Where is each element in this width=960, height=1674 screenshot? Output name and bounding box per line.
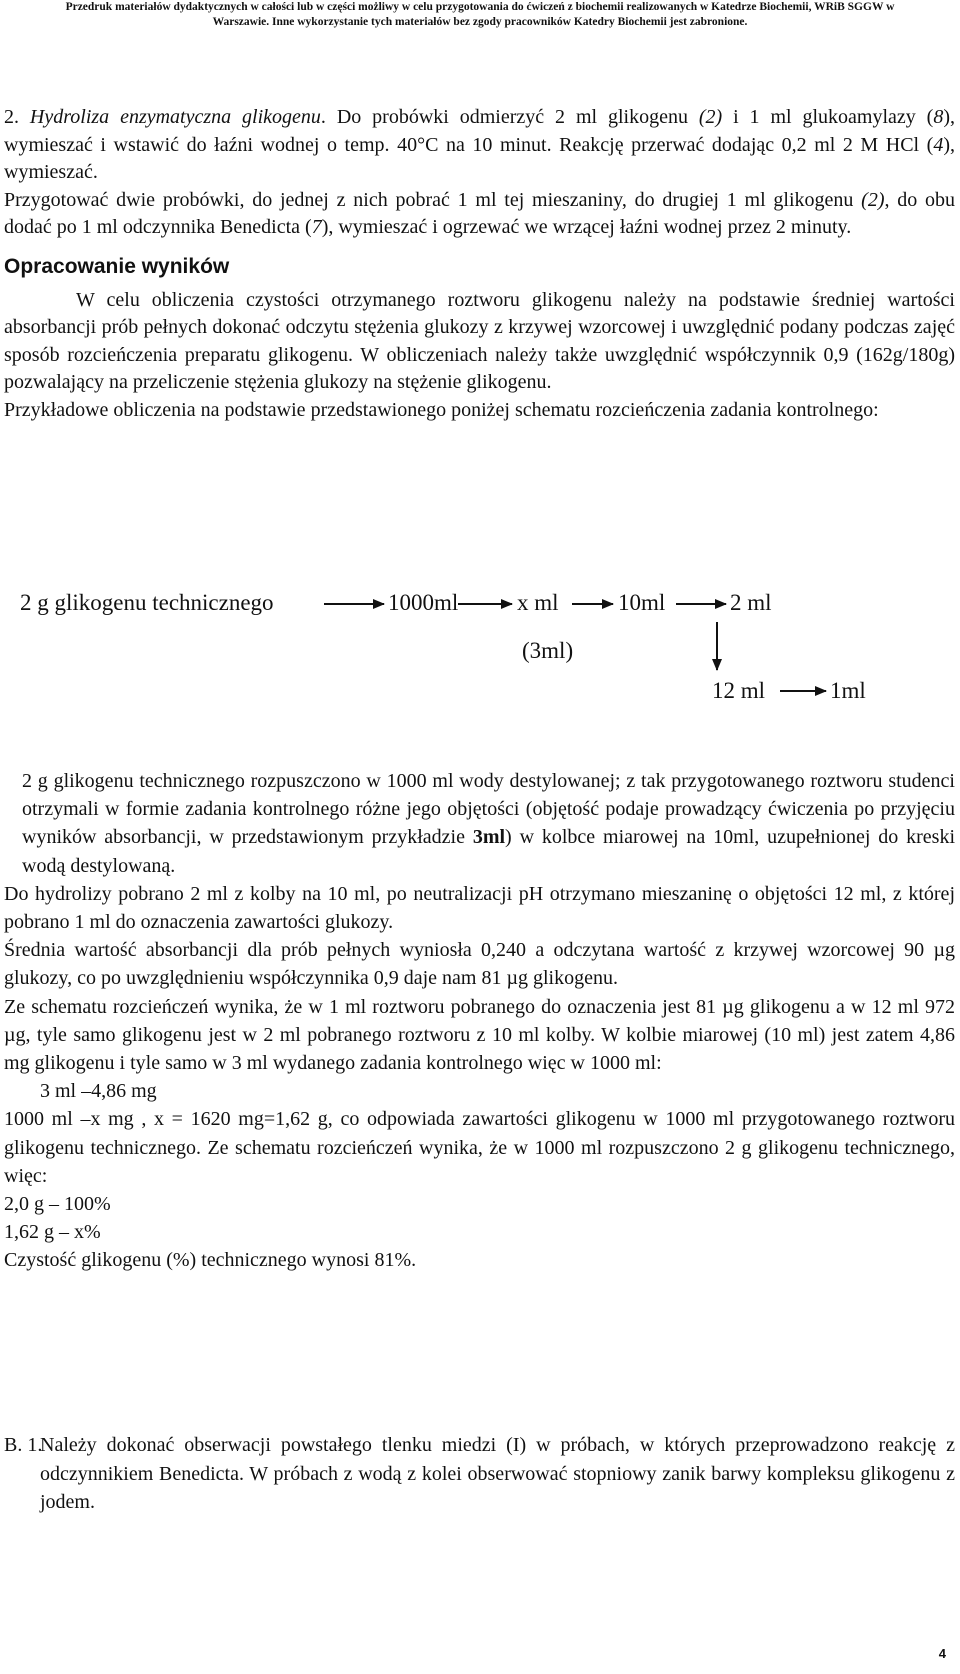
calc-line-proportion-1: 3 ml –4,86 mg [40,1080,157,1103]
section-2-number: 2. [4,106,30,128]
diagram-node-2ml: 2 ml [730,590,772,615]
section-b-text: Należy dokonać obserwacji powstałego tlenku miedzi (I) w próbach, w których przeprowadzono reakcję z odczynnikiem Benedicta. W próbach z wodą z kolei obserwować stopniowy zanik barwy kompleksu glikogenu z jodem. [40,1434,955,1513]
calc-line-proportion-2: 2,0 g – 100% [4,1193,111,1216]
diagram-sub-label-3ml: (3ml) [522,638,574,663]
page-number: 4 [938,1646,946,1661]
diagram-node-1ml: 1ml [830,678,866,703]
section-2-paragraph-2: Przygotować dwie probówki, do jednej z nich pobrać 1 ml tej mieszaniny, do drugiej 1 ml glikogenu (2), do obu dodać po 1 ml odczynnika Benedicta (7), wymieszać i ogrzewać we wrzącej łaźni wodnej przez 2 minuty. [4,188,956,238]
calc-paragraph-5: 1000 ml –x mg , x = 1620 mg=1,62 g, co odpowiada zawartości glikogenu w 1000 ml przygotowanego roztworu glikogenu technicznego. Ze schematu rozcieńczeń wynika, że w 1000 ml rozpuszczono 2 g glikogenu technicznego, więc: [4,1108,955,1187]
section-2-paragraph: 2. Hydroliza enzymatyczna glikogenu. Do probówki odmierzyć 2 ml glikogenu (2) i 1 ml glukoamylazy (8), wymieszać i wstawić do łaźni wodnej o temp. 40°C na 10 minut. Reakcję przerwać dodając 0,2 ml 2 M HCl (4), wymieszać. [4,106,956,183]
calc-paragraph-4: Ze schematu rozcieńczeń wynika, że w 1 ml roztworu pobranego do oznaczenia jest 81 µg glikogenu a w 12 ml 972 µg, tyle samo glikogenu jest w 2 ml pobranego roztworu z 10 ml kolby. W kolbie miarowej (10 ml) jest zatem 4,86 mg glikogenu i tyle samo w 3 ml wydanego zadania kontrolnego więc w 1000 ml: [4,995,955,1075]
header-line-2: Warszawie. Inne wykorzystanie tych materiałów bez zgody pracowników Katedry Biochemii jest zabronione. [212,16,748,28]
page-header [20,0,940,30]
calc-line-proportion-3: 1,62 g – x% [4,1221,101,1244]
diagram-node-12ml: 12 ml [712,678,766,703]
results-heading: Opracowanie wyników [4,254,230,278]
header-line-1: Przedruk materiałów dydaktycznych w całości lub w części możliwy w celu przygotowania do ćwiczeń z biochemii realizowanych w Katedrze Biochemii, WRiB SGGW w [65,1,895,13]
calc-paragraph-2: Do hydrolizy pobrano 2 ml z kolby na 10 ml, po neutralizacji pH otrzymano mieszaninę o objętości 12 ml, z której pobrano 1 ml do oznaczenia zawartości glukozy. [4,882,955,934]
diagram-node-1000ml: 1000ml [388,590,459,615]
results-paragraph-2: Przykładowe obliczenia na podstawie przedstawionego poniżej schematu rozcieńczenia zadania kontrolnego: [4,398,879,421]
calculation-block [4,767,955,1275]
diagram-start-label: 2 g glikogenu technicznego [20,590,274,615]
main-content [4,104,955,424]
dilution-diagram [0,580,960,710]
diagram-node-x-ml: x ml [517,590,559,615]
section-2-title: Hydroliza enzymatyczna glikogenu [29,106,321,128]
section-b [4,1431,955,1517]
diagram-node-10ml: 10ml [618,590,666,615]
calc-volume-bold: 3ml [472,826,506,849]
calc-paragraph-3: Średnia wartość absorbancji dla prób pełnych wyniosła 0,240 a odczytana wartość z krzywej wzorcowej 90 µg glukozy, co po uwzględnieniu współczynnika 0,9 daje nam 81 µg glikogenu. [4,939,955,990]
results-paragraph-1: W celu obliczenia czystości otrzymanego roztworu glikogenu należy na podstawie średniej wartości absorbancji prób pełnych dokonać odczytu stężenia glukozy z krzywej wzorcowej i uwzględnić podany podczas zajęć sposób rozcieńczenia preparatu glikogenu. W obliczeniach należy także uwzględnić współczynnik 0,9 (162g/180g) pozwalający na przeliczenie stężenia glukozy na stężenie glikogenu. [4,288,955,393]
section-b-label: B. 1. [4,1434,43,1456]
calc-paragraph-1: 2 g glikogenu technicznego rozpuszczono w 1000 ml wody destylowanej; z tak przygotowanego roztworu studenci otrzymali w formie zadania kontrolnego różne jego objętości (objętość podaje prowadzący ćwiczenia po przyjęciu wyników absorbancji, w przedstawionym przykładzie 3ml) w kolbce miarowej na 10ml, uzupełnionej do kreski wodą destylowaną. [22,770,956,877]
calc-result-line: Czystość glikogenu (%) technicznego wynosi 81%. [4,1249,417,1272]
